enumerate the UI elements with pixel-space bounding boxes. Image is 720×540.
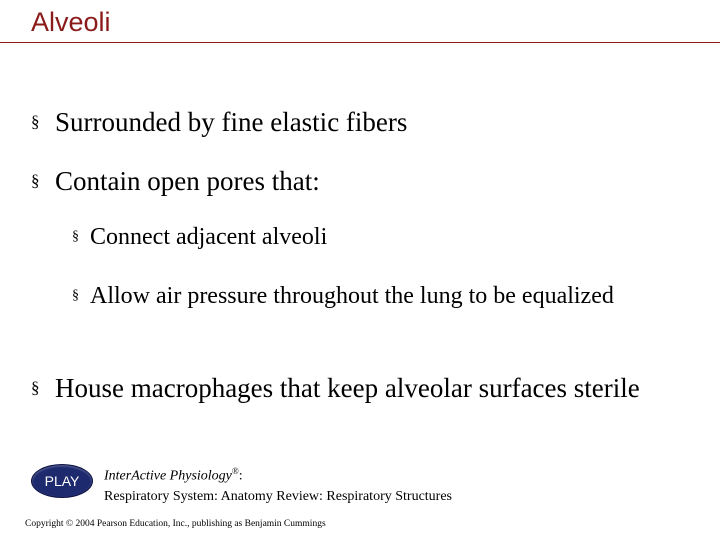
iap-colon: : [238,468,243,484]
sub-bullet-marker: § [72,229,79,244]
slide-title: Alveoli [31,7,111,37]
sub-bullet-text: Allow air pressure throughout the lung to be equalized [90,283,614,309]
bullet-marker: § [31,171,40,190]
bullet-marker: § [31,378,40,397]
bullet-text: Contain open pores that: [55,166,320,196]
bullet-text: House macrophages that keep alveolar surfaces sterile [55,373,640,403]
iap-brand-line [104,461,452,487]
sub-bullet-item [72,281,632,311]
bullet-text: Surrounded by fine elastic fibers [55,107,408,137]
bullet-marker: § [31,112,40,131]
registered-mark: ® [231,466,239,476]
iap-brand: InterActive Physiology [104,468,232,484]
iap-module: Respiratory System: Anatomy Review: Respiratory Structures [104,488,453,504]
title-divider [0,42,720,43]
bullet-item [31,105,691,139]
bullet-item [31,371,671,405]
interactive-physiology-reference [104,461,452,507]
sub-bullet-text: Connect adjacent alveoli [90,224,328,250]
sub-bullet-marker: § [72,288,79,303]
copyright-notice: Copyright © 2004 Pearson Education, Inc., publishing as Benjamin Cummings [25,519,326,529]
sub-bullet-item [72,222,632,252]
play-button[interactable]: PLAY [31,464,93,498]
bullet-item [31,164,691,198]
